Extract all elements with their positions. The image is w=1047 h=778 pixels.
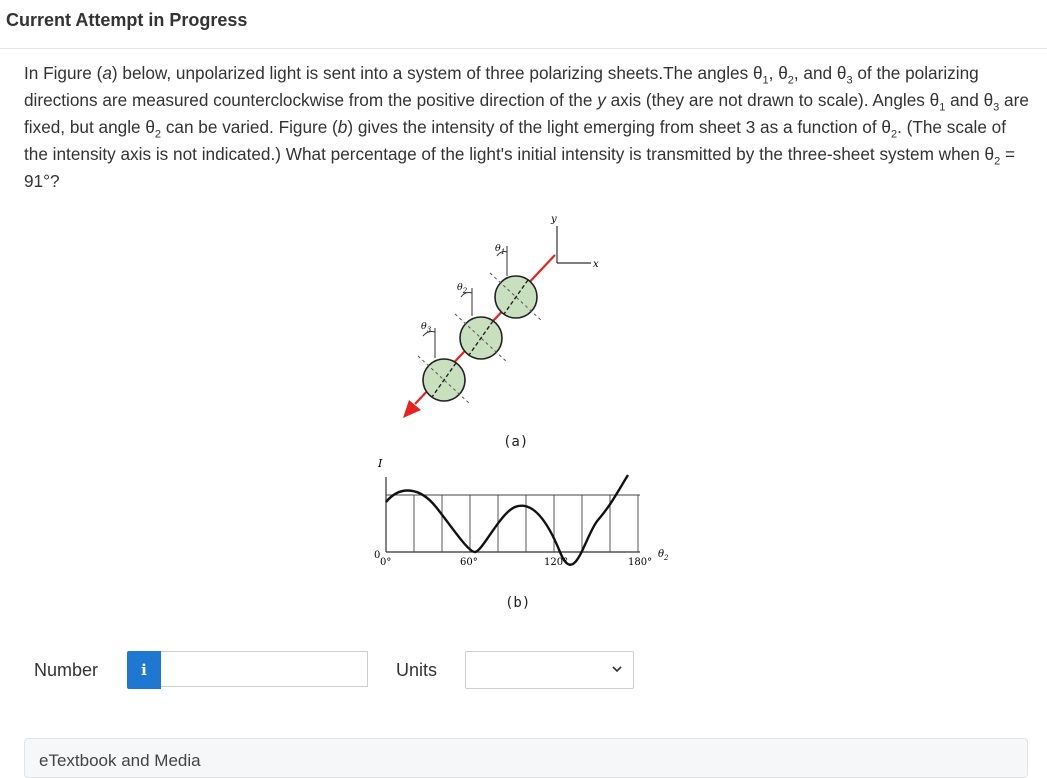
- theta2-axis-label: $\theta_2$: [658, 549, 669, 562]
- figure-b-intensity-graph: [370, 455, 690, 615]
- polarizer-sheet-1: [490, 246, 542, 321]
- info-icon[interactable]: i: [127, 651, 161, 689]
- units-dropdown[interactable]: [465, 651, 634, 689]
- figure-a-polarizers: [395, 208, 635, 453]
- answer-row: [0, 648, 1047, 692]
- y-axis-label: y: [551, 214, 557, 225]
- theta3-label: $\theta_3$: [421, 321, 432, 334]
- tick-label-120: 120°: [544, 557, 569, 568]
- xy-axes: [557, 226, 591, 263]
- theta2-label: $\theta_2$: [457, 282, 468, 295]
- tick-label-180: 180°: [628, 557, 653, 568]
- intensity-curve: [386, 475, 628, 565]
- intensity-axis-label: I: [378, 457, 383, 470]
- figure-b-caption: (b): [505, 595, 531, 611]
- graph-gridlines: [386, 495, 640, 552]
- chevron-down-icon: [611, 663, 623, 675]
- page-title: Current Attempt in Progress: [6, 10, 248, 30]
- etextbook-media-label: eTextbook and Media: [39, 751, 201, 770]
- etextbook-media-panel[interactable]: [24, 738, 1028, 778]
- tick-label-0: 0°: [380, 557, 392, 568]
- number-input[interactable]: [161, 651, 368, 687]
- figure-a-caption: (a): [503, 434, 529, 450]
- question-text: In Figure (a) below, unpolarized light is sent into a system of three polarizing sheets.The angles $\theta_1$, $\theta_2$, and $\theta_3$ of the polarizing directions are measured counterclockwise from the positive direction of the y axis (they are not drawn to scale). Angles $\theta_1$ and $\theta_3$ are fixed, but angle $\theta_2$ can be varied. Figure (b) gives the intensity of the light emerging from sheet 3 as a function of $\theta_2$. (The scale of the intensity axis is not indicated.) What percentage of the light's initial intensity is transmitted by the three-sheet system when $\theta_2 = 91^\circ$?: [24, 63, 1029, 191]
- header-divider: [0, 48, 1047, 49]
- x-axis-label: x: [593, 259, 599, 270]
- theta1-label: $\theta_1$: [495, 243, 506, 256]
- origin-label: 0: [374, 550, 381, 561]
- tick-label-60: 60°: [460, 557, 478, 568]
- units-label: Units: [396, 660, 438, 680]
- number-label: Number: [34, 660, 99, 680]
